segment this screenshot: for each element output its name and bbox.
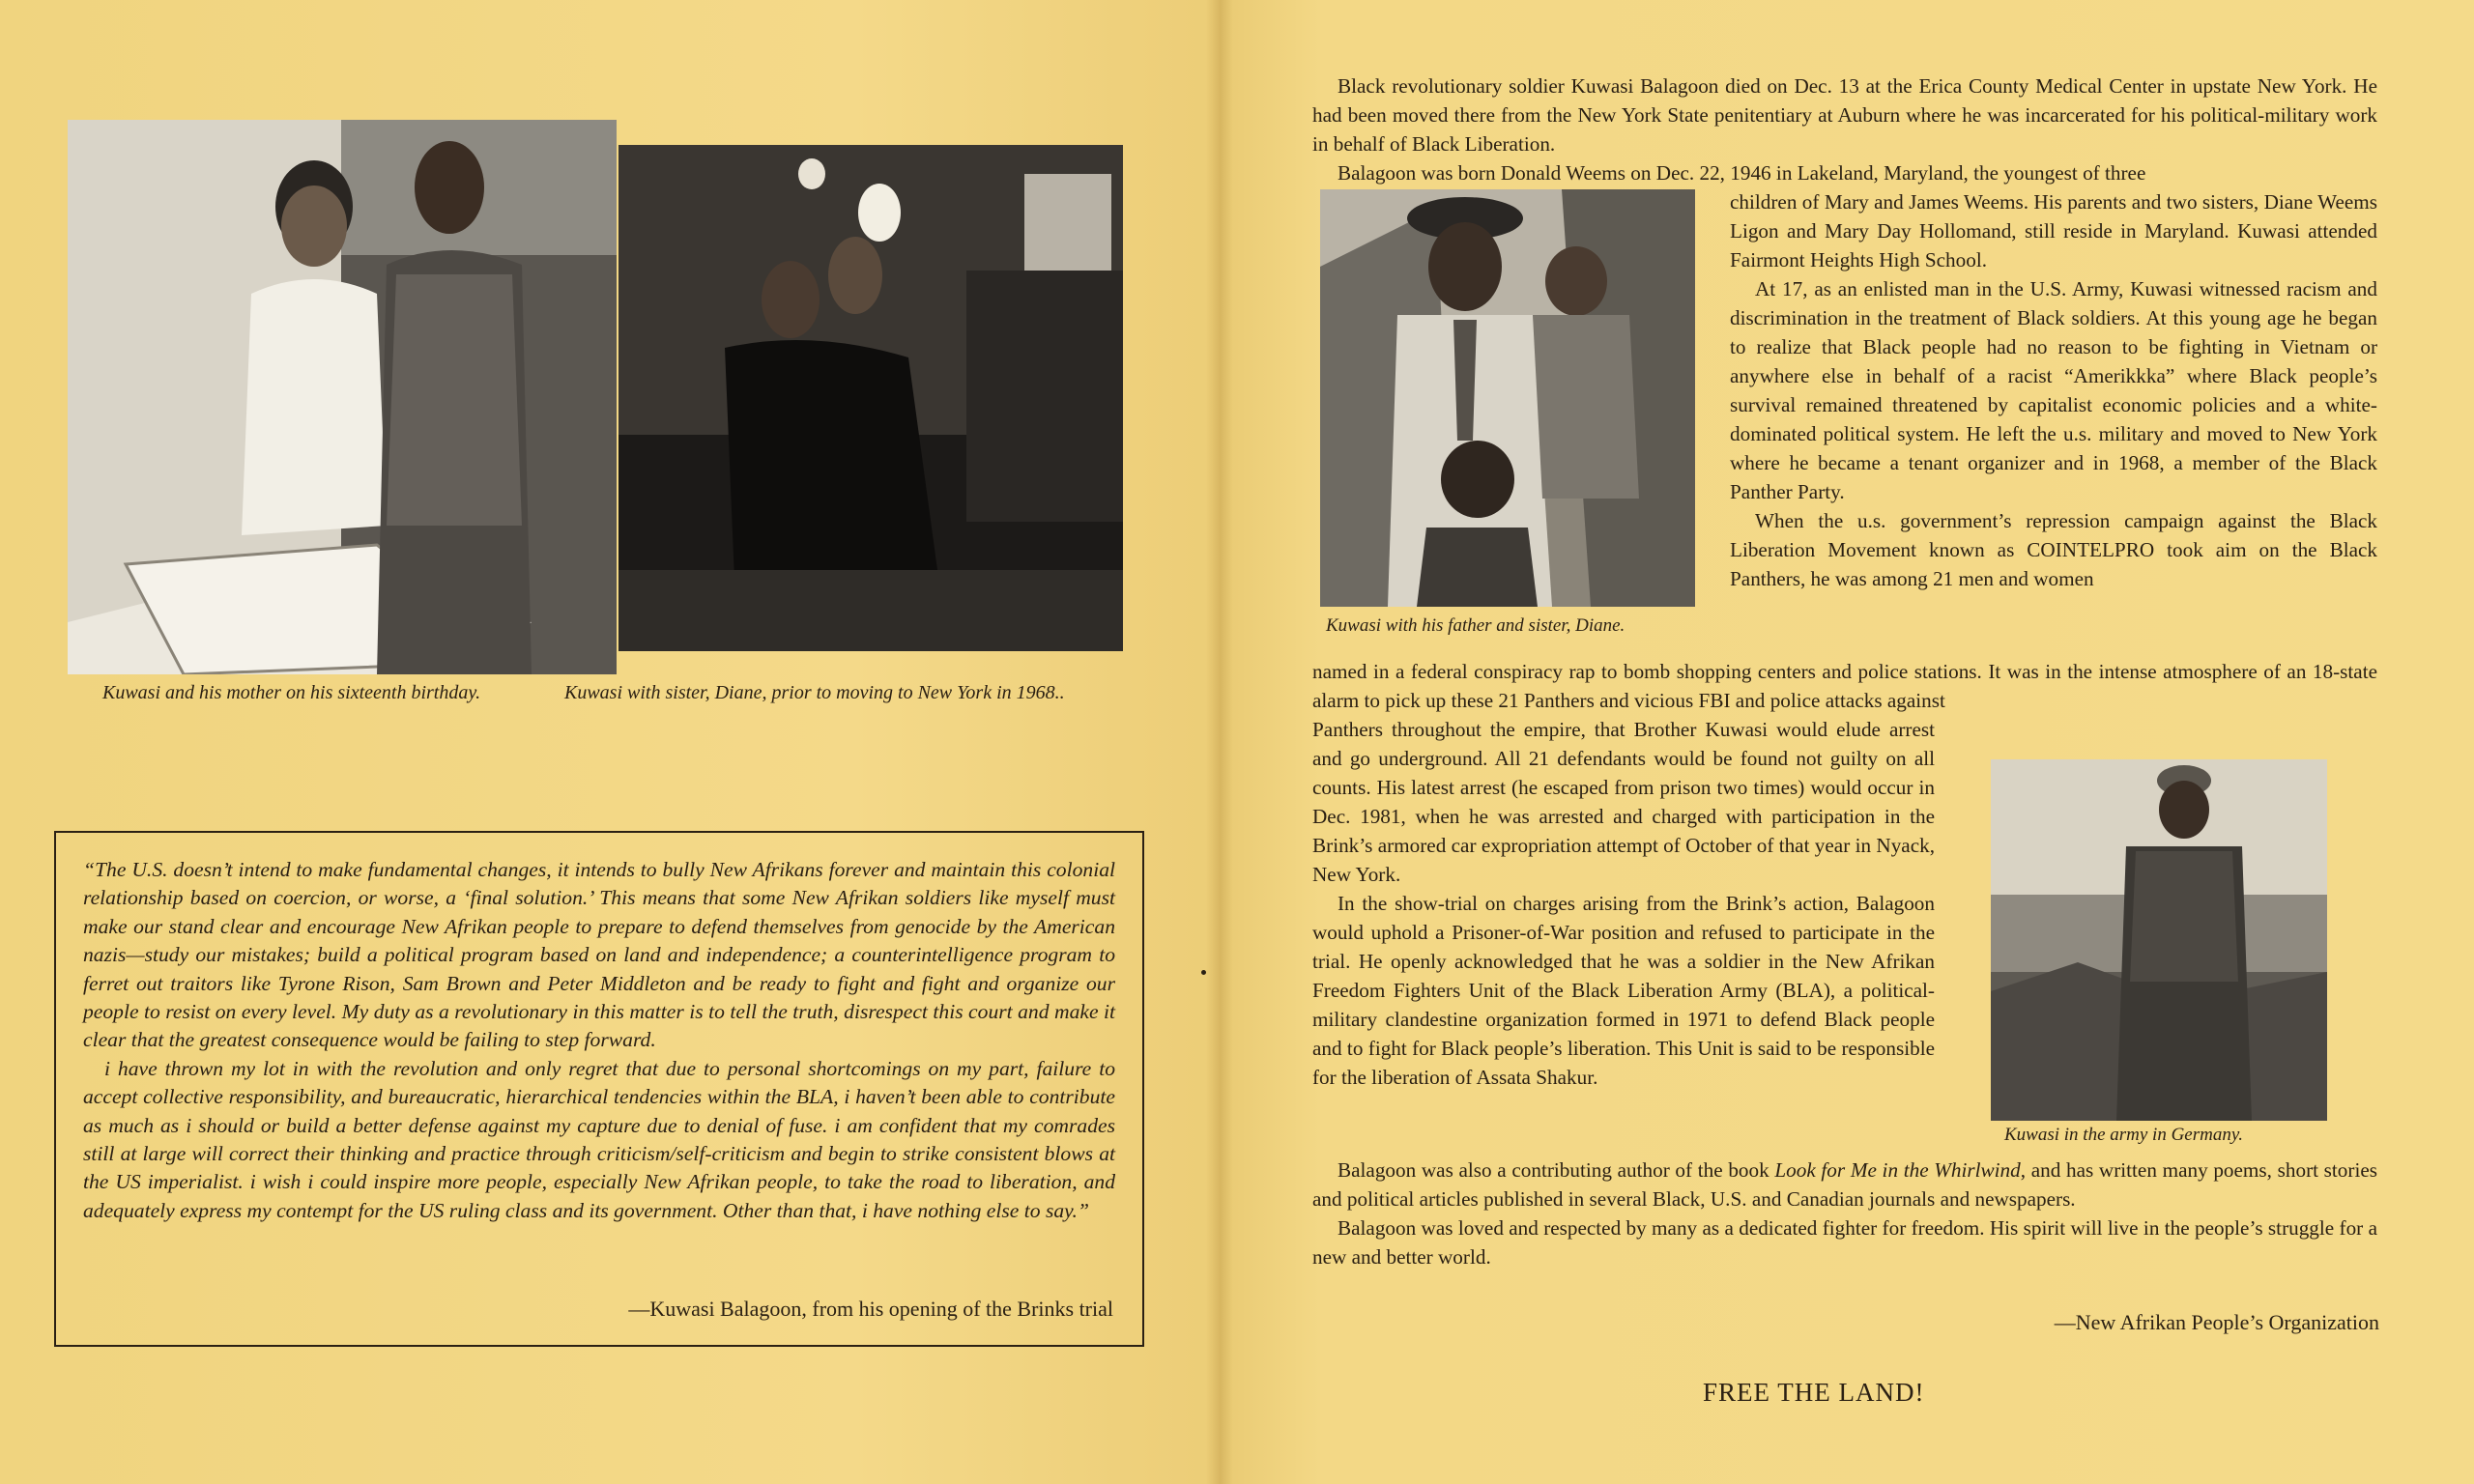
trial-quote-box — [54, 831, 1144, 1347]
article-paragraph-trial: In the show-trial on charges arising from the Brink’s action, Balagoon would uphold a Prisoner-of-War position and refused to participate in the trial. He openly acknowledged that he was a soldier in the New Afrikan Freedom Fighters Unit of the Black Liberation Army (BLA), a political-military clandestine organization formed in 1971 to defend Black people and to fight for Black people’s liberation. This Unit is said to be responsible for the liberation of Assata Shakur. — [1312, 892, 1935, 1089]
photo-army-germany — [1991, 759, 2327, 1121]
article-paragraph-cointelpro-mid: named in a federal conspiracy rap to bomb shopping centers and police stations. It was in the intense atmosphere of an 18-state alarm to pick up these 21 Panthers and vicious FBI and police attacks against — [1312, 660, 2377, 712]
article-paragraph-legacy: Balagoon was loved and respected by many as a dedicated fighter for freedom. His spirit will live in the people’s struggle for a new and better world. — [1312, 1216, 2377, 1269]
quote-paragraph-2: i have thrown my lot in with the revolution and only regret that due to personal shortcomings on my part, failure to accept collective responsibility, and bureaucratic, hierarchical tendencies within the BLA, i haven’t been able to contribute as much as i should or build a better defense against my capture due to denial of fuse. i am confident that my comrades still at large will correct their thinking and practice through criticism/self-criticism and begin to strike consistent blows at the US imperialist. i wish i could inspire more people, especially New Afrikan people, to take the road to liberation, and adequately express my contempt for the US ruling class and its government. Other than that, i have nothing else to say.” — [83, 1056, 1115, 1222]
article-paragraph-intro: Black revolutionary soldier Kuwasi Balagoon died on Dec. 13 at the Erica County Medical Center in upstate New York. He had been moved there from the New York State penitentiary at Auburn where he was incarcerated for his political-military work in behalf of Black Liberation. — [1312, 74, 2377, 156]
article-paragraph-underground: Panthers throughout the empire, that Brother Kuwasi would elude arrest and go underground. All 21 defendants would be found not guilty on all counts. His latest arrest (he escaped from prison two times) would occur in Dec. 1981, when he was arrested and charged with participation in the Brink’s armored car expropriation attempt of October of that year in Nyack, New York. — [1312, 718, 1935, 886]
article-closing — [1312, 1156, 2377, 1271]
article-full-width — [1312, 657, 2377, 715]
caption-army-germany: Kuwasi in the army in Germany. — [2004, 1125, 2243, 1145]
caption-father-sister: Kuwasi with his father and sister, Diane. — [1326, 615, 1625, 636]
quote-paragraph-1: “The U.S. doesn’t intend to make fundamental changes, it intends to bully New Afrikans forever and maintain this colonial relationship based on coercion, or worse, a ‘final solution.’ This means that some New Afrikan soldiers like myself must make our stand clear and encourage New Afrikan people to prepare to defend themselves from genocide by the American nazis—study our mistakes; build a political program based on land and independence; a counterintelligence program to ferret out traitors like Tyrone Rison, Sam Brown and Peter Middleton and be ready to fight and fight and organize our people to resist on every level. My duty as a revolutionary in this matter is to tell the truth, disrespect this court and make it clear that the greatest consequence would be failing to step forward. — [83, 858, 1115, 1052]
article-column-narrow — [1730, 187, 2377, 593]
photo-with-sister — [618, 145, 1123, 651]
quote-attribution: —Kuwasi Balagoon, from his opening of the Brinks trial — [628, 1297, 1113, 1321]
photo-father-sister — [1320, 189, 1695, 607]
caption-mother-birthday: Kuwasi and his mother on his sixteenth birthday. — [102, 682, 481, 703]
closing-slogan: FREE THE LAND! — [1703, 1378, 1925, 1407]
article-paragraph-birth-start: Balagoon was born Donald Weems on Dec. 22, 1946 in Lakeland, Maryland, the youngest of three — [1338, 161, 2146, 185]
author-text-b: , and has written many poems, short stories and political articles published in several Black, U.S. and Canadian journals and newspapers. — [1312, 1158, 2377, 1211]
article-column-left — [1312, 715, 1935, 1092]
center-dot — [1201, 970, 1206, 975]
author-text-a: Balagoon was also a contributing author of the book — [1338, 1158, 1775, 1182]
article-paragraph-army: At 17, as an enlisted man in the U.S. Army, Kuwasi witnessed racism and discrimination in the treatment of Black soldiers. At this young age he began to realize that Black people had no reason to be fighting in Vietnam or anywhere else in behalf of a racist “Amerikkka” where Black people’s survival remained threatened by capitalist economic policies and a white-dominated political system. He left the u.s. military and moved to New York where he became a tenant organizer and in 1968, a member of the Black Panther Party. — [1730, 277, 2377, 503]
article-intro — [1312, 71, 2377, 187]
page-gutter — [1206, 0, 1233, 1484]
photo-mother-birthday — [68, 120, 617, 674]
article-paragraph-cointelpro-start: When the u.s. government’s repression campaign against the Black Liberation Movement known as COINTELPRO took aim on the Black Panthers, he was among 21 men and women — [1730, 509, 2377, 590]
article-paragraph-author — [1312, 1156, 2377, 1213]
caption-with-sister: Kuwasi with sister, Diane, prior to moving to New York in 1968.. — [564, 682, 1065, 703]
organization-signature: —New Afrikan People’s Organization — [2054, 1310, 2379, 1334]
book-title: Look for Me in the Whirlwind — [1774, 1158, 2021, 1182]
article-paragraph-birth: children of Mary and James Weems. His parents and two sisters, Diane Weems Ligon and Mary Day Hollomand, still reside in Maryland. Kuwasi attended Fairmont Heights High School. — [1730, 190, 2377, 271]
